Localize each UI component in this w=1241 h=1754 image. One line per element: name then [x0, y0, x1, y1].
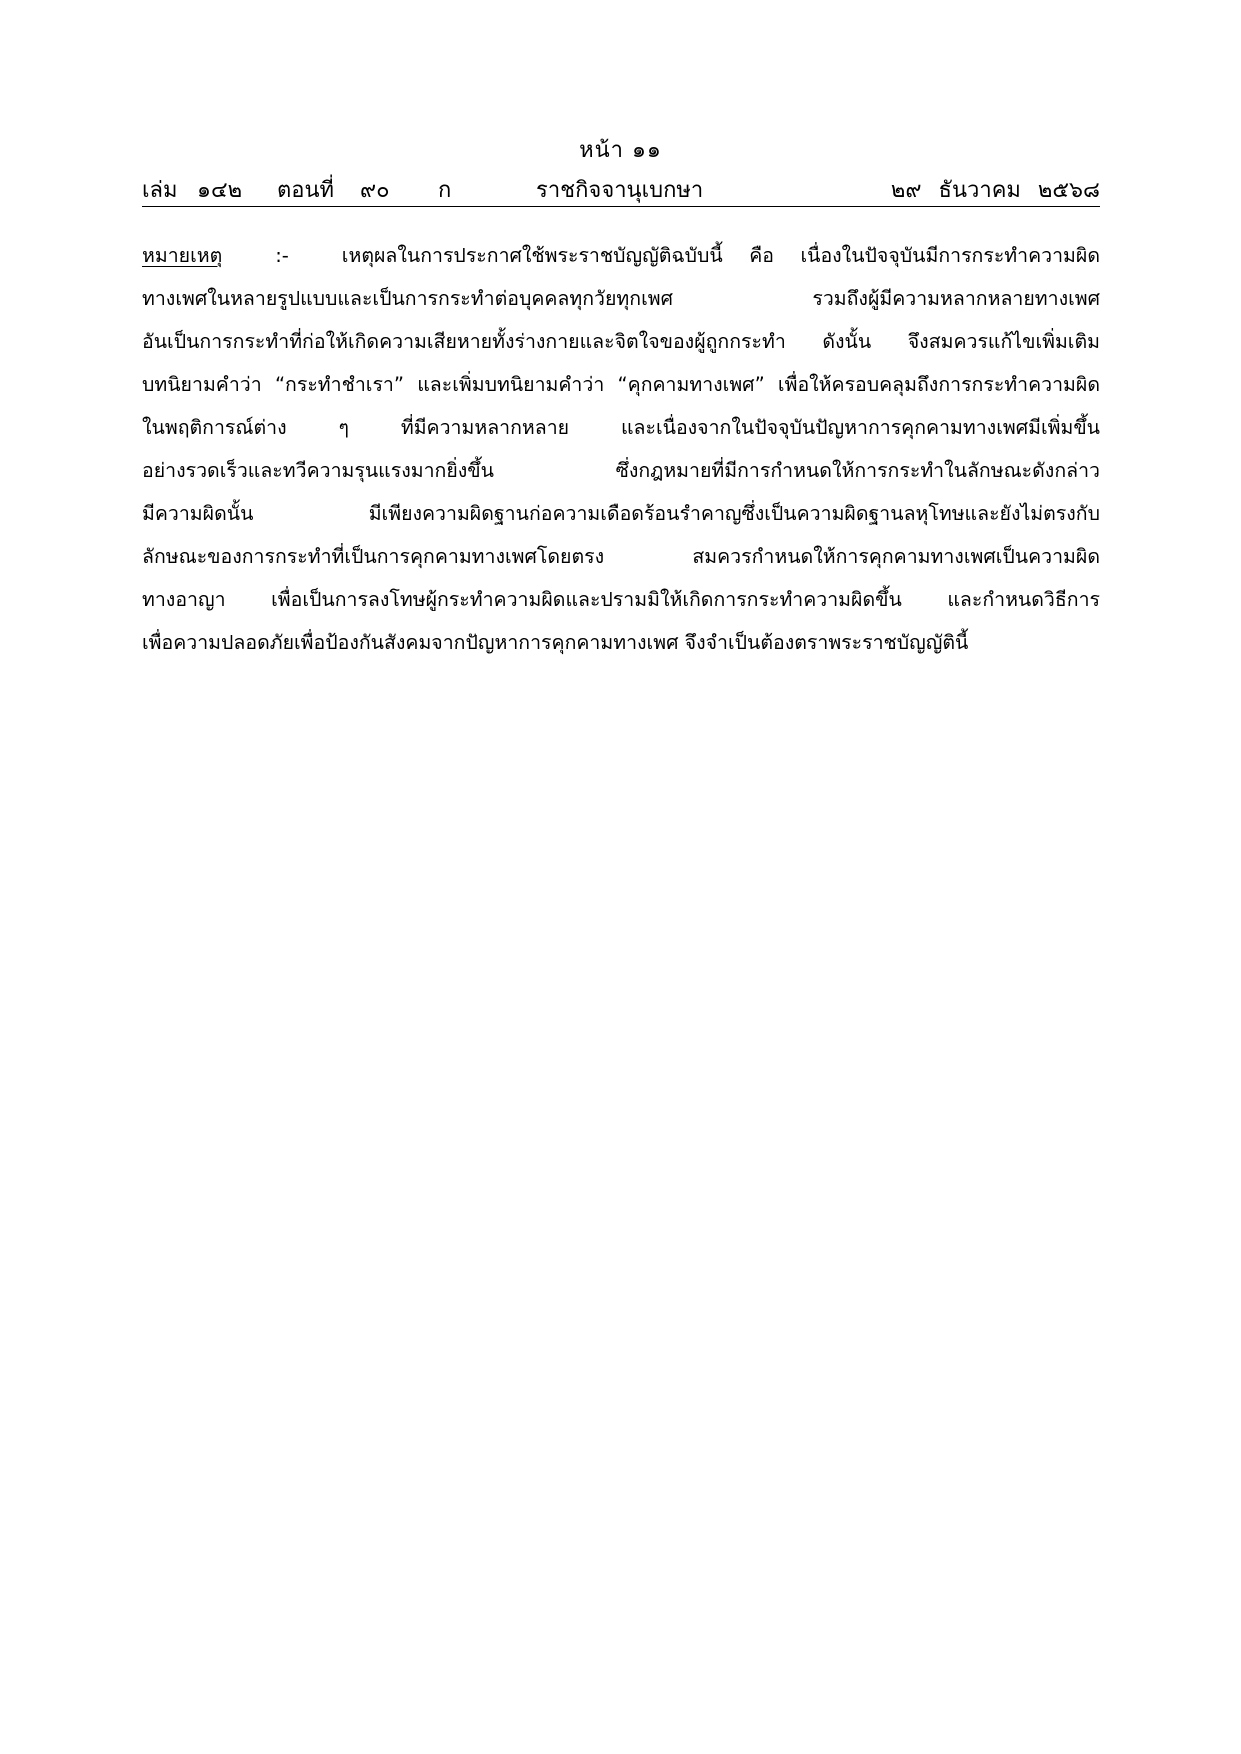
publication-date: ๒๙ ธันวาคม ๒๕๖๘ [890, 178, 1100, 203]
remark-line: ทางอาญา เพื่อเป็นการลงโทษผู้กระทำความผิดและปรามมิให้เกิดการกระทำความผิดขึ้น และกำหนดวิธีการ [142, 588, 1100, 611]
volume-number: ๑๔๒ [197, 178, 243, 203]
issue-number: ๙๐ [360, 178, 390, 203]
remark-line: อย่างรวดเร็วและทวีความรุนแรงมากยิ่งขึ้น ซึ่งกฎหมายที่มีการกำหนดให้การกระทำในลักษณะดังกล่าว [142, 459, 1100, 482]
remark-line [142, 238, 1100, 281]
remark-line: อันเป็นการกระทำที่ก่อให้เกิดความเสียหายทั้งร่างกายและจิตใจของผู้ถูกกระทำ ดังนั้น จึงสมควรแก้ไขเพิ่มเติม [142, 330, 1100, 353]
remark-section [142, 238, 1100, 668]
volume-label: เล่ม [142, 178, 178, 203]
remark-line: มีความผิดนั้น มีเพียงความผิดฐานก่อความเดือดร้อนรำคาญซึ่งเป็นความผิดฐานลหุโทษและยังไม่ตรงกับ [142, 502, 1100, 525]
remark-line: บทนิยามคำว่า “กระทำชำเรา” และเพิ่มบทนิยามคำว่า “คุกคามทางเพศ” เพื่อให้ครอบคลุมถึงการกระทำความผิด [142, 373, 1100, 396]
remark-text: เหตุผลในการประกาศใช้พระราชบัญญัติฉบับนี้ คือ เนื่องในปัจจุบันมีการกระทำความผิด [341, 244, 1100, 267]
remark-line: เพื่อความปลอดภัยเพื่อป้องกันสังคมจากปัญหาการคุกคามทางเพศ จึงจำเป็นต้องตราพระราชบัญญัตินี้ [142, 631, 969, 654]
remark-line: ลักษณะของการกระทำที่เป็นการคุกคามทางเพศโดยตรง สมควรกำหนดให้การคุกคามทางเพศเป็นความผิด [142, 545, 1100, 568]
gazette-name: ราชกิจจานุเบกษา [536, 178, 704, 203]
gazette-header [142, 172, 1100, 206]
remark-separator: :- [275, 244, 289, 267]
remark-line: ทางเพศในหลายรูปแบบและเป็นการกระทำต่อบุคคลทุกวัยทุกเพศ รวมถึงผู้มีความหลากหลายทางเพศ [142, 287, 1100, 310]
header-divider [142, 206, 1100, 207]
issue-label: ตอนที่ [277, 178, 335, 203]
remark-label: หมายเหตุ [142, 244, 223, 267]
remark-line: ในพฤติการณ์ต่าง ๆ ที่มีความหลากหลาย และเนื่องจากในปัจจุบันปัญหาการคุกคามทางเพศมีเพิ่มขึ้น [142, 416, 1100, 439]
page-number: หน้า ๑๑ [579, 138, 662, 163]
section-letter: ก [438, 178, 452, 203]
